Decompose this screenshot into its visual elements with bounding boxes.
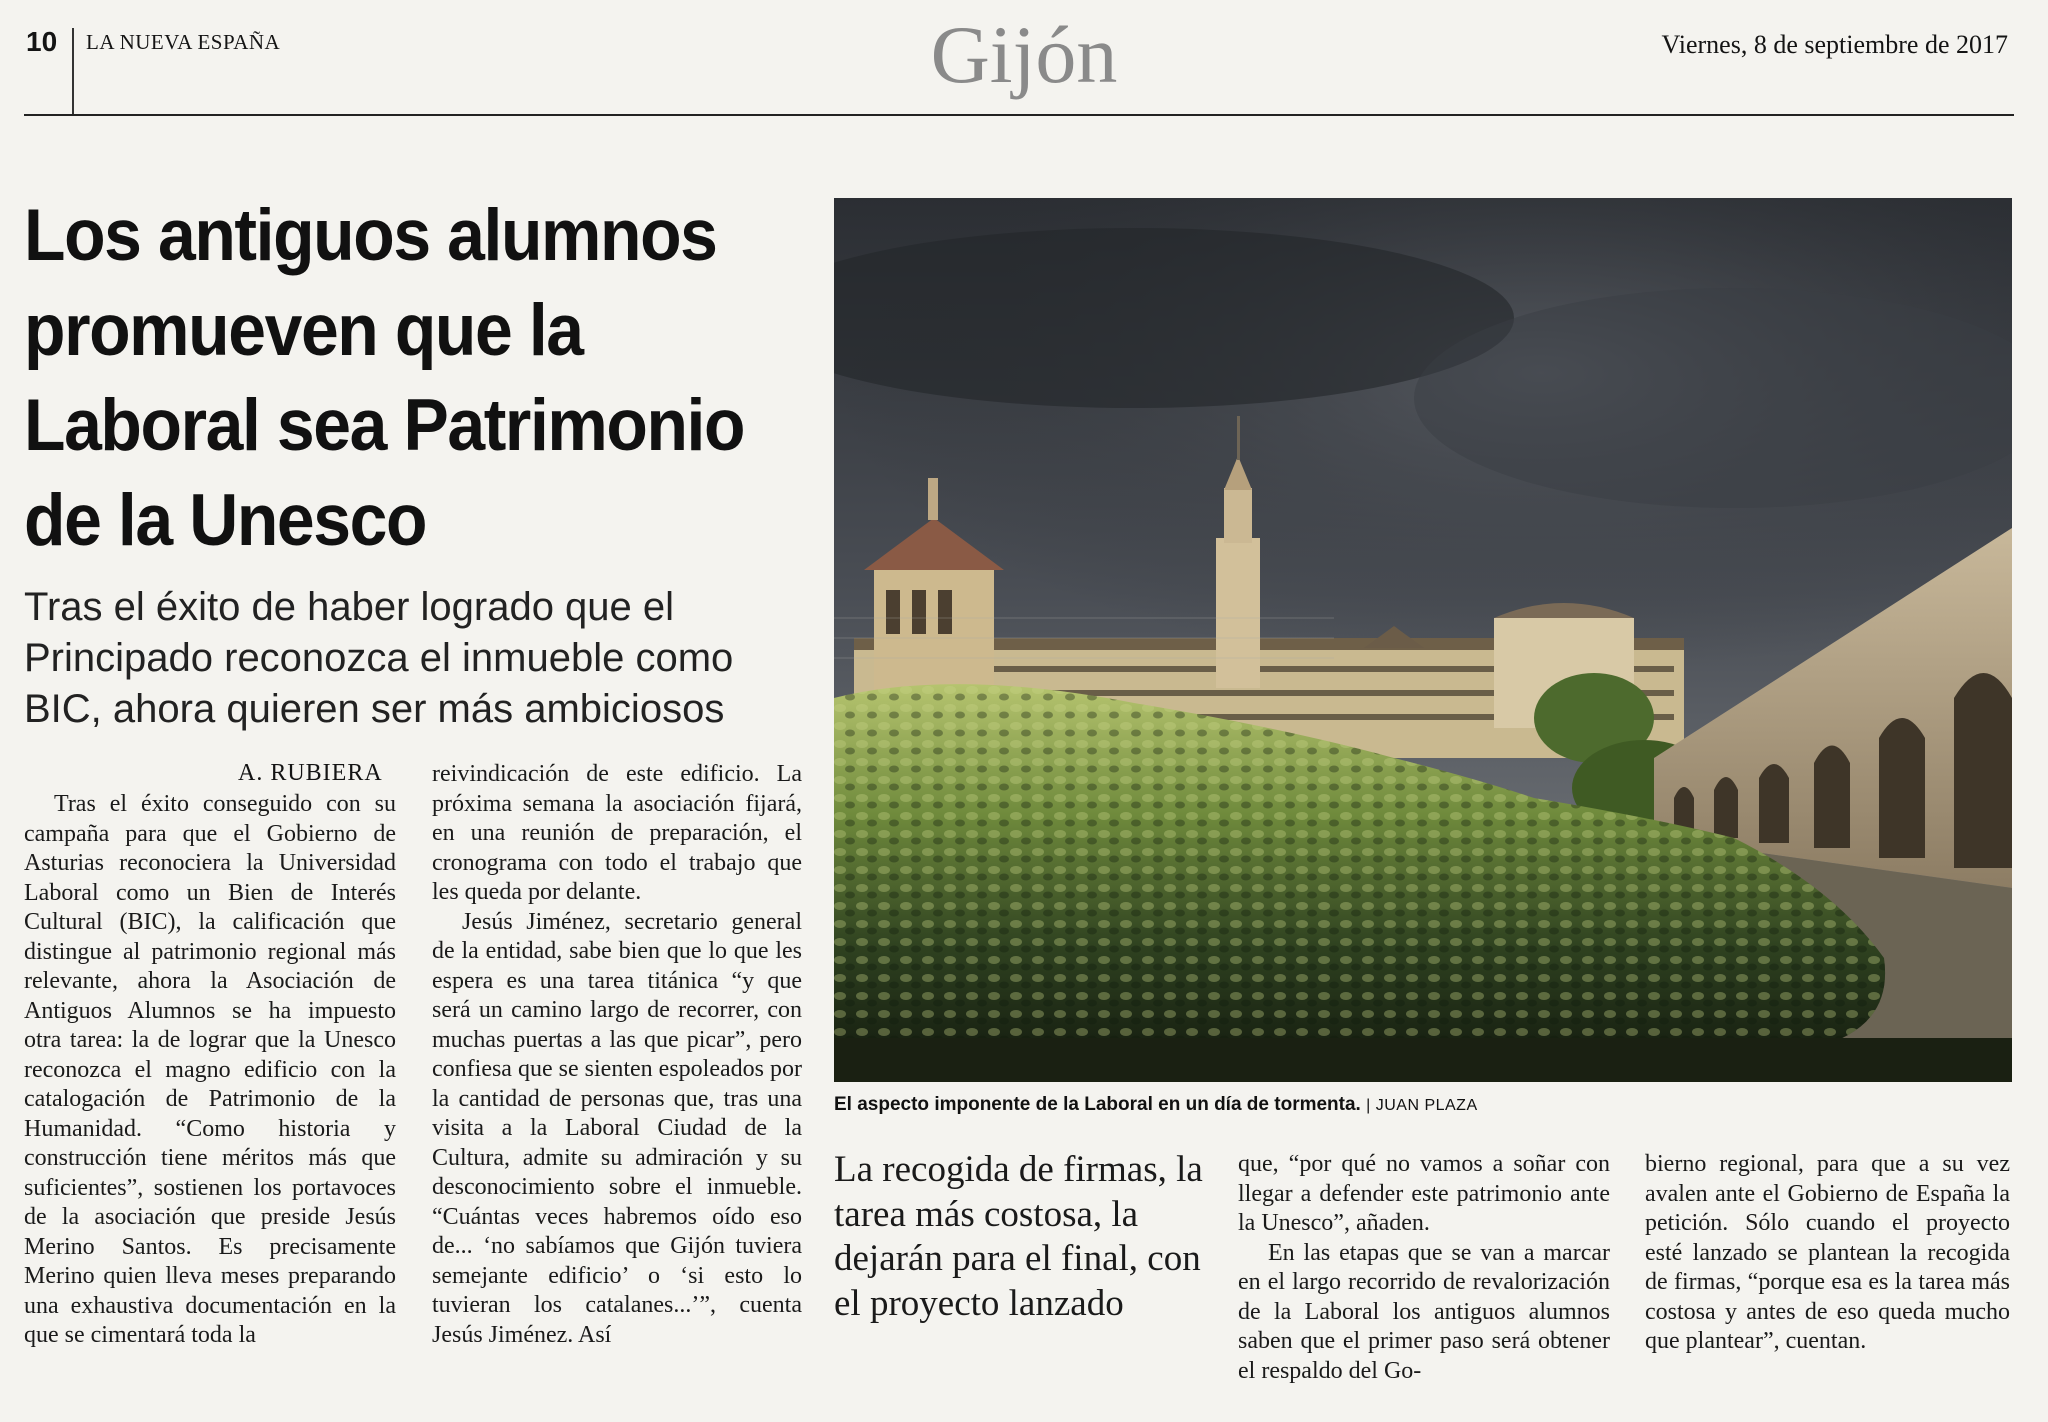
paragraph: Tras el éxito conseguido con su campaña para que el Gobierno de Asturias reconociera la Universidad Laboral como un Bien de Interés Cultural (BIC), la calificación que distingue al patrimonio regional más relevante, ahora la Asociación de Antiguos Alumnos se ha impuesto otra tarea: la de lograr que la Unesco reconozca el magno edificio con la catalogación de Patrimonio de la Humanidad. “Como historia y construcción tiene méritos más que suficientes”, sostienen los portavoces de la asociación que preside Jesús Merino Santos. Es precisamente Merino quien lleva meses preparando una exhaustiva documentación en la que se cimentará toda la: [24, 791, 396, 1348]
article-column-1: [24, 790, 396, 1390]
paragraph: que, “por qué no vamos a soñar con llegar a defender este patrimonio ante la Unesco”, añaden.: [1238, 1151, 1610, 1236]
page-number: 10: [26, 26, 58, 57]
header-rule: [24, 114, 2014, 116]
photo-caption: [834, 1094, 1478, 1116]
article-column-4: [1238, 1150, 1610, 1390]
caption-text: El aspecto imponente de la Laboral en un día de tormenta.: [834, 1094, 1361, 1115]
article-headline: Los antiguos alumnos promueven que la Laboral sea Patrimonio de la Unesco: [24, 195, 745, 561]
article-subheadline: Tras el éxito de haber logrado que el Principado reconozca el inmueble como BIC, ahora quieren ser más ambiciosos: [24, 585, 734, 731]
paragraph: bierno regional, para que a su vez avalen ante el Gobierno de España la petición. Sólo cuando el proyecto esté lanzado se plantean la recogida de firmas, “porque esa es la tarea más costosa y antes de eso queda mucho que plantear”, cuentan.: [1645, 1151, 2010, 1354]
paragraph: Jesús Jiménez, secretario general de la entidad, sabe bien que lo que les espera es una tarea titánica “y que será un camino largo de recorrer, con muchas puertas a las que picar”, pero confiesa que se sienten espoleados por la cantidad de personas que, tras una visita a la Laboral Ciudad de la Cultura, admite su admiración y su desconocimiento sobre el inmueble. “Cuántas veces habremos oído eso de... ‘no sabíamos que Gijón tuviera semejante edificio’ o ‘si esto lo tuvieran los catalanes...’”, cuenta Jesús Jiménez. Así: [432, 908, 802, 1348]
pull-quote: La recogida de firmas, la tarea más costosa, la dejarán para el final, con el proyecto lanzado: [834, 1149, 1203, 1324]
paragraph: reivindicación de este edificio. La próxima semana la asociación fijará, en una reunión de preparación, el cronograma con todo el trabajo que les queda por delante.: [432, 761, 802, 905]
paragraph: En las etapas que se van a marcar en el largo recorrido de revalorización de la Laboral los antiguos alumnos saben que el primer paso será obtener el respaldo del Go-: [1238, 1239, 1610, 1384]
section-title: Gijón: [930, 9, 1118, 100]
photo-credit: | JUAN PLAZA: [1366, 1097, 1478, 1114]
article-column-2: [432, 760, 802, 1390]
newspaper-name: LA NUEVA ESPAÑA: [86, 30, 281, 54]
publication-date: Viernes, 8 de septiembre de 2017: [1661, 30, 2008, 59]
article-photo: [834, 198, 2012, 1082]
byline: A. RUBIERA: [238, 760, 383, 786]
article-column-5: [1645, 1150, 2010, 1390]
